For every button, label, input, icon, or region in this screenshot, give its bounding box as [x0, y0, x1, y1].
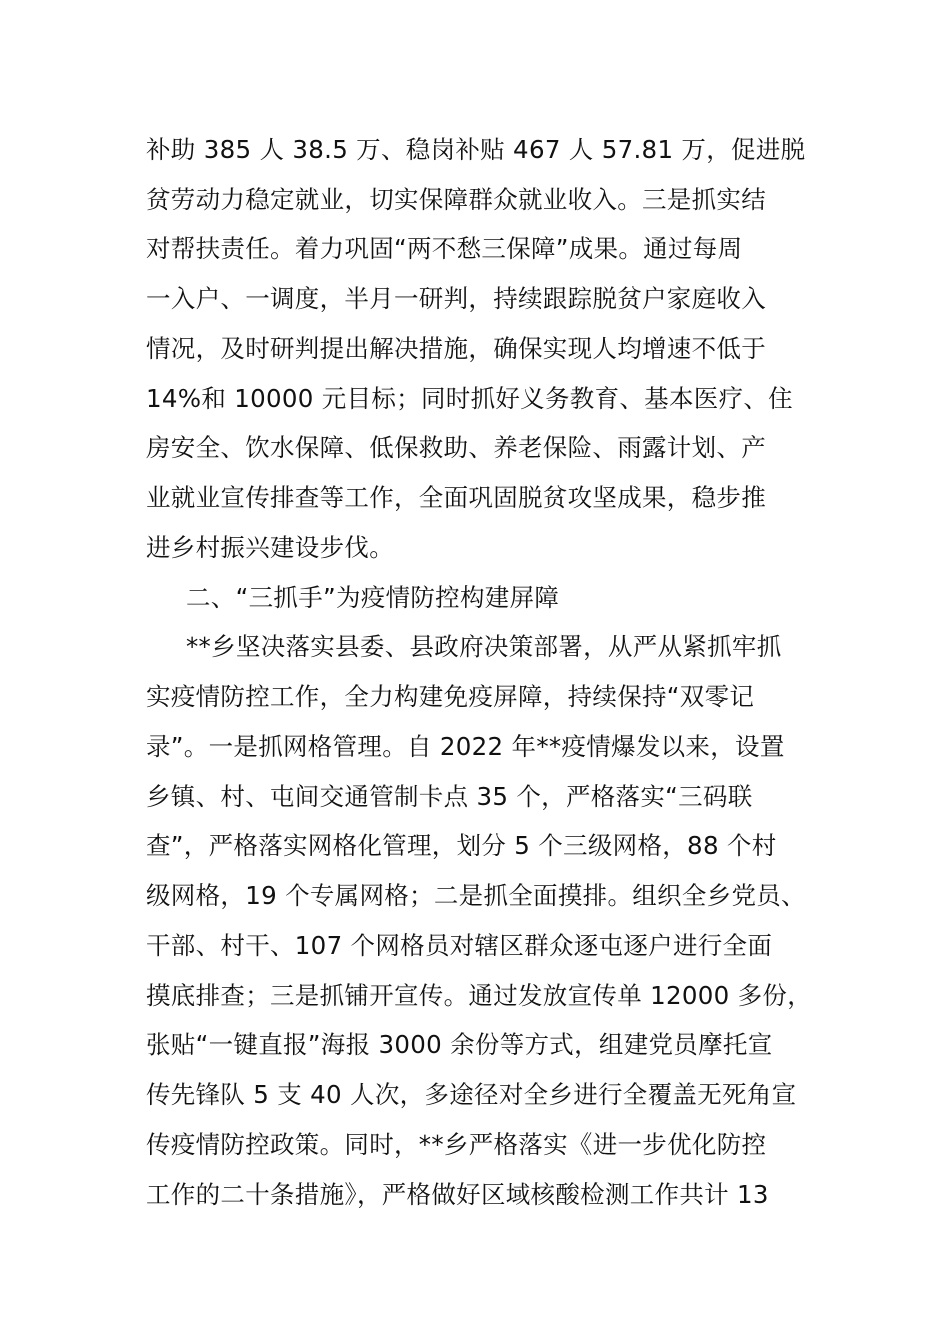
text-line: 实疫情防控工作，全力构建免疫屏障，持续保持“双零记	[146, 682, 755, 711]
text-line: 录”。一是抓网格管理。自 2022 年**疫情爆发以来，设置	[146, 732, 785, 761]
text-line: 一入户、一调度，半月一研判，持续跟踪脱贫户家庭收入	[146, 284, 766, 313]
section-heading: 二、“三抓手”为疫情防控构建屏障	[186, 583, 560, 612]
text-line: 级网格，19 个专属网格；二是抓全面摸排。组织全乡党员、	[146, 881, 806, 910]
text-line: 14%和 10000 元目标；同时抓好义务教育、基本医疗、住	[146, 384, 793, 413]
text-line: 张贴“一键直报”海报 3000 余份等方式，组建党员摩托宣	[146, 1030, 773, 1059]
text-line: 贫劳动力稳定就业，切实保障群众就业收入。三是抓实结	[146, 185, 766, 214]
text-line: 对帮扶责任。着力巩固“两不愁三保障”成果。通过每周	[146, 234, 743, 263]
text-line: 进乡村振兴建设步伐。	[146, 533, 394, 562]
text-line: 乡镇、村、屯间交通管制卡点 35 个，严格落实“三码联	[146, 782, 753, 811]
paragraph-first-line: **乡坚决落实县委、县政府决策部署，从严从紧抓牢抓	[186, 632, 782, 661]
text-line: 传疫情防控政策。同时，**乡严格落实《进一步优化防控	[146, 1130, 767, 1159]
text-line: 业就业宣传排查等工作，全面巩固脱贫攻坚成果，稳步推	[146, 483, 766, 512]
text-line: 传先锋队 5 支 40 人次，多途径对全乡进行全覆盖无死角宣	[146, 1080, 797, 1109]
text-line: 补助 385 人 38.5 万、稳岗补贴 467 人 57.81 万，促进脱	[146, 135, 806, 164]
text-line: 情况，及时研判提出解决措施，确保实现人均增速不低于	[146, 334, 766, 363]
text-line: 干部、村干、107 个网格员对辖区群众逐屯逐户进行全面	[146, 931, 773, 960]
text-line: 摸底排查；三是抓铺开宣传。通过发放宣传单 12000 多份，	[146, 981, 813, 1010]
text-line: 工作的二十条措施》，严格做好区域核酸检测工作共计 13	[146, 1180, 769, 1209]
text-line: 房安全、饮水保障、低保救助、养老保险、雨露计划、产	[146, 433, 766, 462]
text-line: 查”，严格落实网格化管理，划分 5 个三级网格，88 个村	[146, 831, 777, 860]
